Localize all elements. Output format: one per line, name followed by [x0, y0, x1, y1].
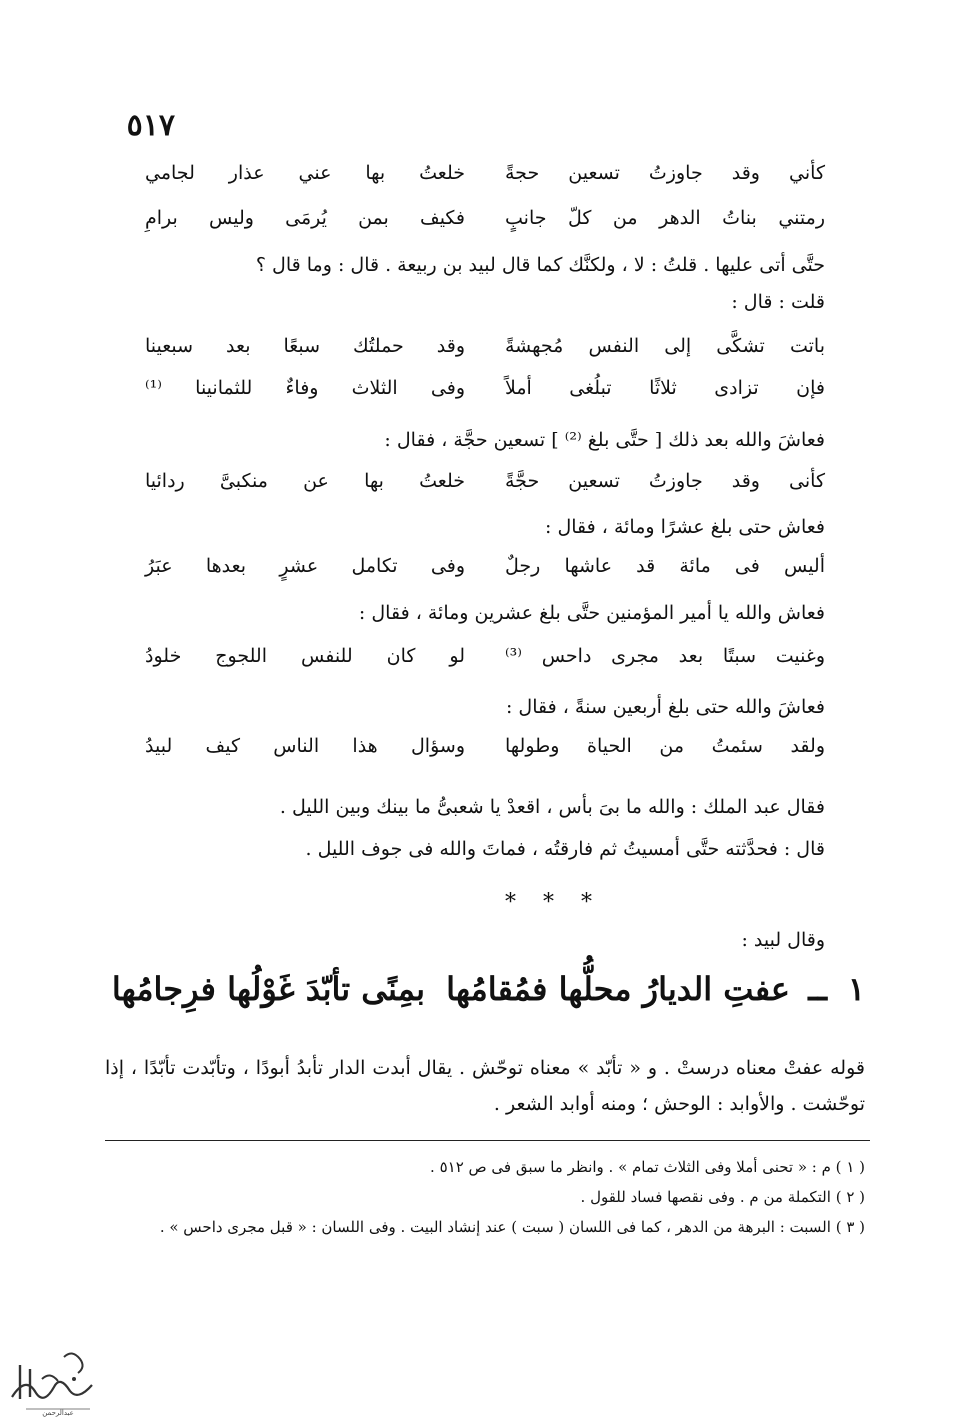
verse-hemistich-second: لو كان للنفس اللجوج خلودُ [145, 645, 465, 667]
prose-line: فقال عبد الملك : والله ما بىَ بأس ، اقعدْ يا شعبىُّ ما بينك وبين الليل . [279, 796, 825, 818]
verse-hemistich-first: كأني وقد جاوزتُ تسعين حجةً [505, 162, 825, 184]
section-separator: * * * [505, 890, 602, 915]
svg-text:عبدالرحمن: عبدالرحمن [42, 1409, 74, 1417]
footnote-2: ( ٢ ) التكملة من م . وفى نقصها فساد للقول . [580, 1188, 865, 1206]
verse-hemistich-first: وغنيت سبتًا بعد مجرى داحس ⁽³⁾ [505, 645, 825, 667]
verse-line [145, 735, 825, 775]
verse-line [145, 377, 825, 417]
verse-hemistich-second: وسؤال هذا الناس كيف لبيدُ [145, 735, 465, 757]
verse-hemistich-second: وفى الثلاث وفاءٌ للثمانينا ⁽¹⁾ [145, 377, 465, 399]
verse-hemistich-first: فإن تزادى ثلاثًا تبلُغى أملاً [505, 377, 825, 399]
verse-hemistich-second: وفى تكامل عشرٍ بعدها عبَرُ [145, 555, 465, 577]
footnote-divider [105, 1140, 870, 1141]
footnotes [105, 1152, 865, 1242]
verse-hemistich-second: خلعتُ بها عني عذار لجامي [145, 162, 465, 184]
prose-line: فعاش والله يا أمير المؤمنين حتَّى بلغ عشرين ومائة ، فقال : [358, 602, 825, 624]
verse-hemistich-first: ولقد سئمتُ من الحياة وطولها [505, 735, 825, 757]
footnote-3: ( ٣ ) السبت : البرهة من الدهر ، كما فى اللسان ( سبت ) عند إنشاد البيت . وفى اللسان : « قبل مجرى داحس » . [159, 1218, 865, 1236]
verse-hemistich-second: وقد حملتُك سبعًا بعد سبعينا [145, 335, 465, 357]
verse-hemistich-first: كأنى وقد جاوزتُ تسعين حجَّةً [505, 470, 825, 492]
verse-line [145, 555, 825, 595]
main-verse [105, 968, 865, 1028]
verse-hemistich-second: فكيف بمن يُرمَى وليس برامِ [145, 207, 465, 229]
intro-line: وقال لبيد : [741, 929, 825, 951]
library-stamp-logo [6, 1335, 104, 1417]
prose-line: حتَّى أتى عليها . قلتُ : لا ، ولكنَّك كما قال لبيد بن ربيعة . قال : وما قال ؟ [255, 254, 825, 276]
footnote-1: ( ١ ) م : « تحنى أملا وفى الثلاث تمام » . وانظر ما سبق فى ص ٥١٢ . [430, 1158, 865, 1176]
verse-hemistich-first: باتت تشكَّى إلى النفس مُجهشةً [505, 335, 825, 357]
prose-line: فعاشَ والله حتى بلغ أربعين سنةً ، فقال : [505, 696, 825, 718]
verse-hemistich-first: أليس فى مائة قد عاشها رجلٌ [505, 555, 825, 577]
verse-line [145, 207, 825, 247]
verse-number: ١ [847, 970, 865, 1008]
verse-line [145, 335, 825, 375]
verse-hemistich-second: خلعتُ بها عن منكبىَّ ردائيا [145, 470, 465, 492]
verse-line [145, 645, 825, 685]
prose-line: فعاش حتى بلغ عشرًا ومائة ، فقال : [545, 516, 825, 538]
verse-hemistich-first: رمتني بناتُ الدهر من كلّ جانبٍ [505, 207, 825, 229]
verse-hemistich-first: عفتِ الديارُ محلُّها فمُقامُها [446, 970, 790, 1008]
prose-line: قال : فحدَّثته حتَّى أمسيتُ ثم فارقتُه ، فماتَ والله فى جوف الليل . [305, 838, 825, 860]
page-number: ٥١٧ [126, 108, 175, 143]
verse-hemistich-second: بمِنًى تأبّدَ غَوْلُها فرِجامُها [111, 970, 425, 1008]
prose-line: فعاشَ والله بعد ذلك [ حتَّى بلغ ⁽²⁾ ] تسعين حجَّة ، فقال : [384, 429, 825, 451]
prose-line: قلت : قال : [731, 291, 825, 313]
verse-line [145, 470, 825, 510]
verse-dash: ــ [808, 970, 827, 1008]
verse-line [145, 162, 825, 202]
commentary: قوله عفتْ معناه درستْ . و « تأبّد » معناه توحّش . يقال أبدت الدار تأبدُ أبودًا ، وتأبّدت تأبّدًا ، إذا توحّشت . والأوابد : الوحش ؛ ومنه أوابد الشعر . [105, 1057, 865, 1115]
